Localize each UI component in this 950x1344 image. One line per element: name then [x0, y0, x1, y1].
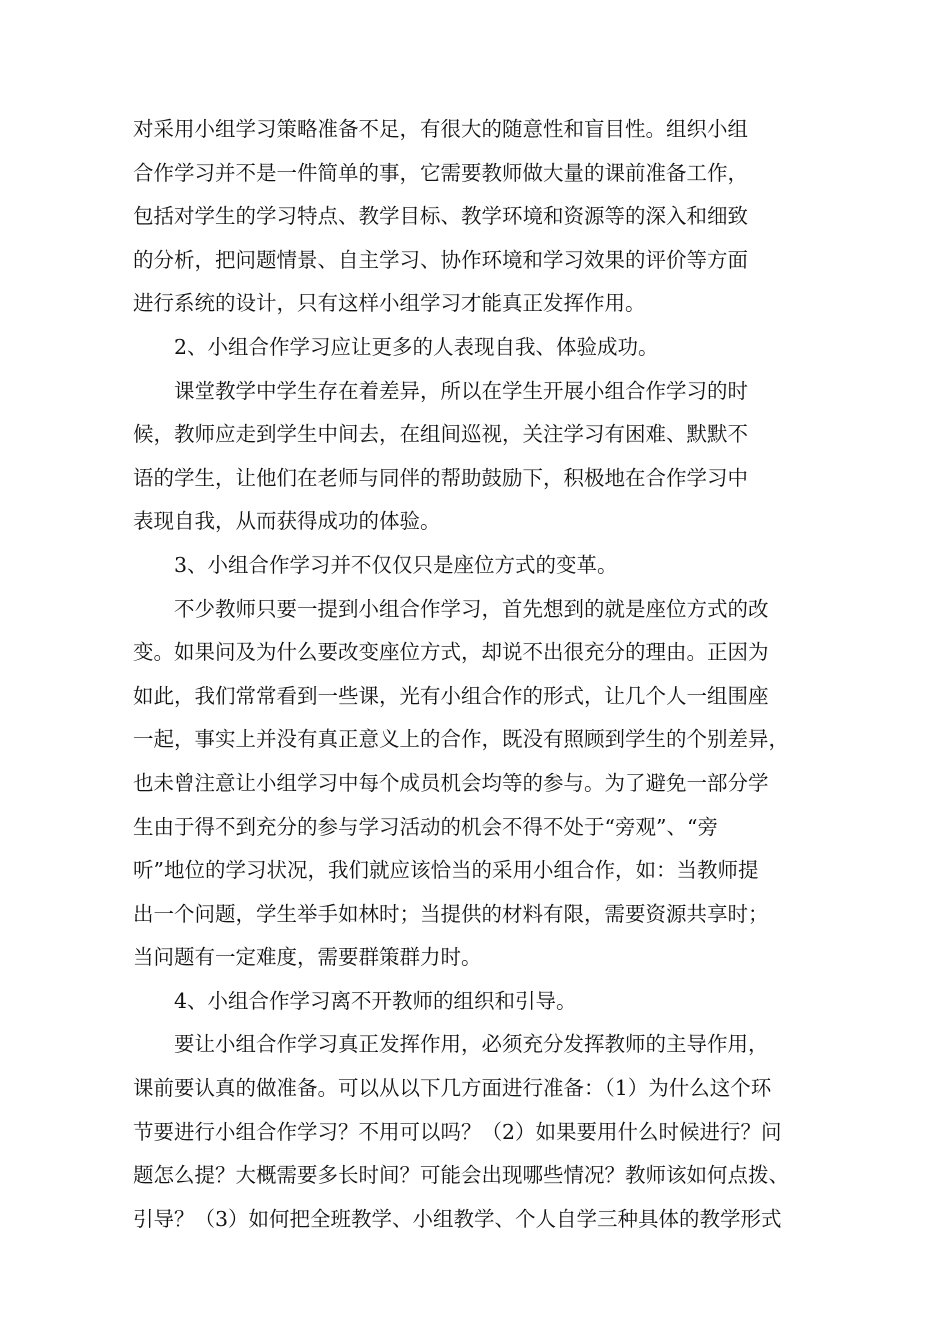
text-line: 题怎么提？大概需要多长时间？可能会出现哪些情况？教师该如何点拨、: [133, 1163, 789, 1188]
text-line: 3、小组合作学习并不仅仅只是座位方式的变革。: [174, 552, 618, 577]
text-line: 进行系统的设计，只有这样小组学习才能真正发挥作用。: [133, 291, 646, 316]
text-line: 一起，事实上并没有真正意义上的合作，既没有照顾到学生的个别差异，: [133, 727, 789, 752]
text-line: 生由于得不到充分的参与学习活动的机会不得不处于“旁观”、“旁: [133, 814, 718, 839]
text-line: 对采用小组学习策略准备不足，有很大的随意性和盲目性。组织小组: [133, 117, 748, 141]
text-line: 包括对学生的学习特点、教学目标、教学环境和资源等的深入和细致: [133, 204, 748, 229]
text-line: 候，教师应走到学生中间去，在组间巡视，关注学习有困难、默默不: [133, 422, 748, 447]
text-line: 课堂教学中学生存在着差异，所以在学生开展小组合作学习的时: [174, 378, 748, 403]
text-line: 语的学生，让他们在老师与同伴的帮助鼓励下，积极地在合作学习中: [133, 465, 748, 490]
text-line: 如此，我们常常看到一些课，光有小组合作的形式，让几个人一组围座: [133, 683, 769, 708]
text-line: 合作学习并不是一件简单的事，它需要教师做大量的课前准备工作，: [133, 160, 748, 185]
text-line: 课前要认真的做准备。可以从以下几方面进行准备：（1）为什么这个环: [133, 1076, 772, 1101]
text-line: 不少教师只要一提到小组合作学习，首先想到的就是座位方式的改: [174, 596, 769, 621]
text-line: 节要进行小组合作学习？不用可以吗？（2）如果要用什么时候进行？问: [133, 1119, 782, 1144]
text-line: 当问题有一定难度，需要群策群力时。: [133, 945, 482, 970]
text-line: 也未曾注意让小组学习中每个成员机会均等的参与。为了避免一部分学: [133, 770, 769, 795]
text-line: 出一个问题，学生举手如林时；当提供的材料有限，需要资源共享时；: [133, 901, 769, 926]
document-body: [133, 108, 813, 1241]
text-line: 要让小组合作学习真正发挥作用，必须充分发挥教师的主导作用，: [174, 1032, 769, 1057]
text-line: 4、小组合作学习离不开教师的组织和引导。: [174, 988, 577, 1013]
text-line: 变。如果问及为什么要改变座位方式，却说不出很充分的理由。正因为: [133, 640, 769, 665]
text-line: 听”地位的学习状况，我们就应该恰当的采用小组合作，如：当教师提: [133, 858, 759, 883]
text-line: 2、小组合作学习应让更多的人表现自我、体验成功。: [174, 334, 659, 359]
text-line: 的分析，把问题情景、自主学习、协作环境和学习效果的评价等方面: [133, 247, 748, 272]
text-line: 表现自我，从而获得成功的体验。: [133, 509, 441, 534]
text-line: 引导？（3）如何把全班教学、小组教学、个人自学三种具体的教学形式: [133, 1206, 782, 1231]
